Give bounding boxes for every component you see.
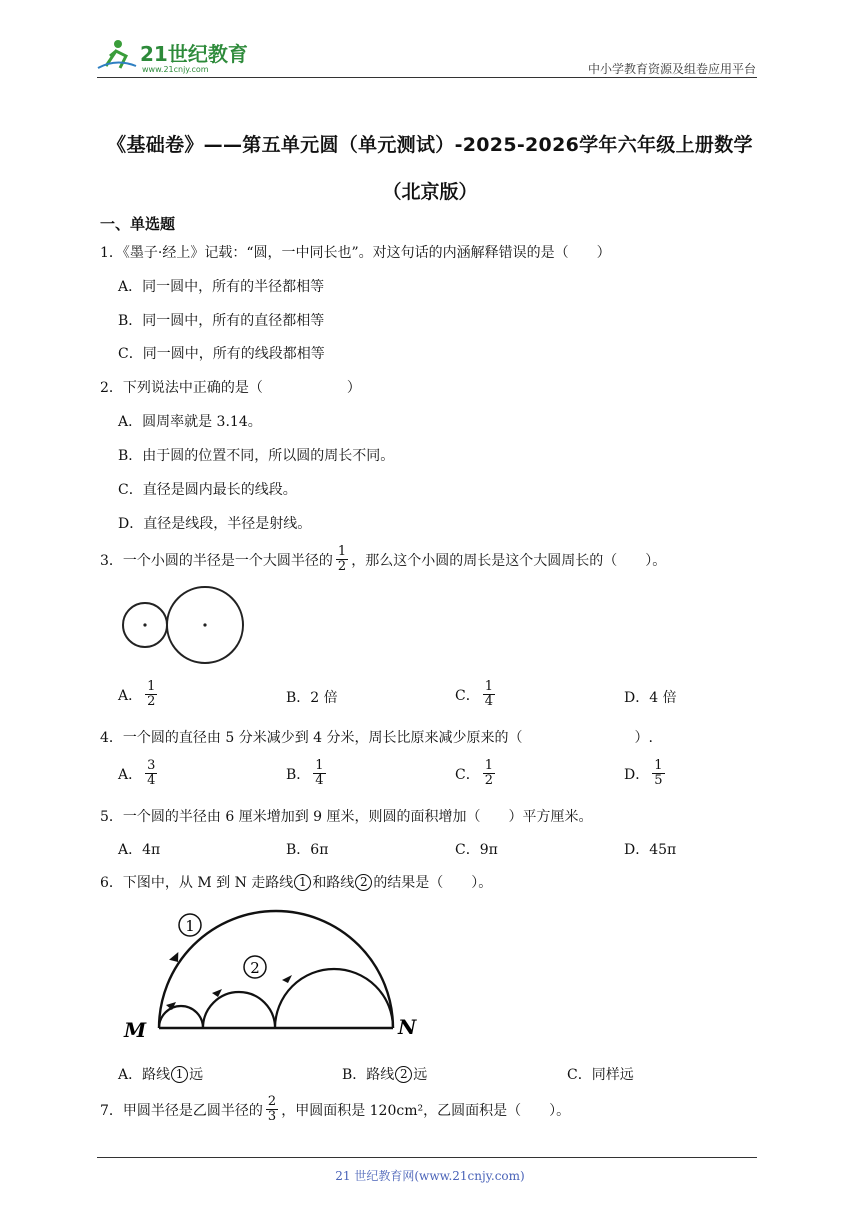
q1-option-a: A．同一圆中，所有的半径都相等 bbox=[118, 279, 325, 295]
q4-option-c: C． $\frac{1}{2}$ bbox=[455, 758, 493, 788]
footer-text: 21 世纪教育网(www.21cnjy.com) bbox=[335, 1169, 525, 1183]
q4-option-b: B． $\frac{1}{4}$ bbox=[286, 758, 324, 788]
q4-option-a: A． $\frac{3}{4}$ bbox=[118, 758, 156, 788]
q5-option-b: B．6π bbox=[286, 842, 329, 858]
question-6: 6． 下图中，从 M 到 N 走路线 1 和路线 2 的结果是（ ）。 bbox=[100, 874, 493, 891]
q3-option-a: A． $\frac{1}{2}$ bbox=[118, 679, 156, 709]
q3-option-d: D．4 倍 bbox=[624, 690, 677, 706]
q3-option-b: B．2 倍 bbox=[286, 690, 338, 706]
figure-point-m: M bbox=[124, 1018, 147, 1042]
question-7: 7． 甲圆半径是乙圆半径的 $\frac{2}{3}$ ，甲圆面积是 120cm²，乙圆面积是（ ）。 bbox=[100, 1094, 571, 1124]
page-subtitle: （北京版） bbox=[382, 181, 478, 203]
route-1-marker: 1 bbox=[294, 874, 311, 891]
q3-fraction: $\frac{1}{2}$ bbox=[337, 544, 347, 574]
q3-circles-figure bbox=[120, 585, 250, 671]
header-divider bbox=[97, 77, 757, 78]
footer-divider bbox=[97, 1157, 757, 1158]
figure-route-1-label: 1 bbox=[185, 917, 195, 935]
figure-point-n: N bbox=[398, 1015, 417, 1039]
q5-option-d: D．45π bbox=[624, 842, 677, 858]
platform-name: 中小学教育资源及组卷应用平台 bbox=[587, 62, 756, 76]
q6-option-a: A．路线 1 远 bbox=[118, 1066, 204, 1083]
question-1: 1．《墨子·经上》记载：“圆，一中同长也”。对这句话的内涵解释错误的是（ ） bbox=[100, 245, 611, 261]
q4-option-d: D． $\frac{1}{5}$ bbox=[624, 758, 663, 788]
question-3: 3． 一个小圆的半径是一个大圆半径的 $\frac{1}{2}$ ，那么这个小圆的周长是这个大圆周长的（ ）。 bbox=[100, 544, 667, 574]
figure-route-2-label: 2 bbox=[250, 959, 260, 977]
section-heading: 一、单选题 bbox=[100, 215, 176, 233]
q5-option-a: A．4π bbox=[118, 842, 161, 858]
logo-url: www.21cnjy.com bbox=[142, 65, 209, 74]
route-2-marker: 2 bbox=[355, 874, 372, 891]
q7-fraction: $\frac{2}{3}$ bbox=[267, 1094, 277, 1124]
q1-option-b: B．同一圆中，所有的直径都相等 bbox=[118, 313, 325, 329]
q6-option-c: C．同样远 bbox=[567, 1067, 634, 1083]
logo-text: 21世纪教育 bbox=[140, 42, 248, 66]
q2-option-c: C．直径是圆内最长的线段。 bbox=[118, 482, 297, 498]
q2-option-a: A．圆周率就是 3.14。 bbox=[118, 414, 262, 430]
q5-option-c: C．9π bbox=[455, 842, 498, 858]
q2-option-d: D．直径是线段，半径是射线。 bbox=[118, 516, 312, 532]
q2-option-b: B．由于圆的位置不同，所以圆的周长不同。 bbox=[118, 448, 395, 464]
page-title: 《基础卷》——第五单元圆（单元测试）-2025-2026学年六年级上册数学 bbox=[107, 134, 753, 156]
question-5: 5．一个圆的半径由 6 厘米增加到 9 厘米，则圆的面积增加（ ）平方厘米。 bbox=[100, 809, 593, 825]
q6-route-figure bbox=[118, 905, 418, 1049]
q6-option-b: B．路线 2 远 bbox=[342, 1066, 428, 1083]
q1-option-c: C．同一圆中，所有的线段都相等 bbox=[118, 346, 325, 362]
question-4: 4．一个圆的直径由 5 分米减少到 4 分米，周长比原来减少原来的（ ）. bbox=[100, 730, 653, 746]
q3-option-c: C． $\frac{1}{4}$ bbox=[455, 679, 493, 709]
logo bbox=[96, 36, 256, 76]
question-2: 2．下列说法中正确的是（ ） bbox=[100, 380, 361, 396]
